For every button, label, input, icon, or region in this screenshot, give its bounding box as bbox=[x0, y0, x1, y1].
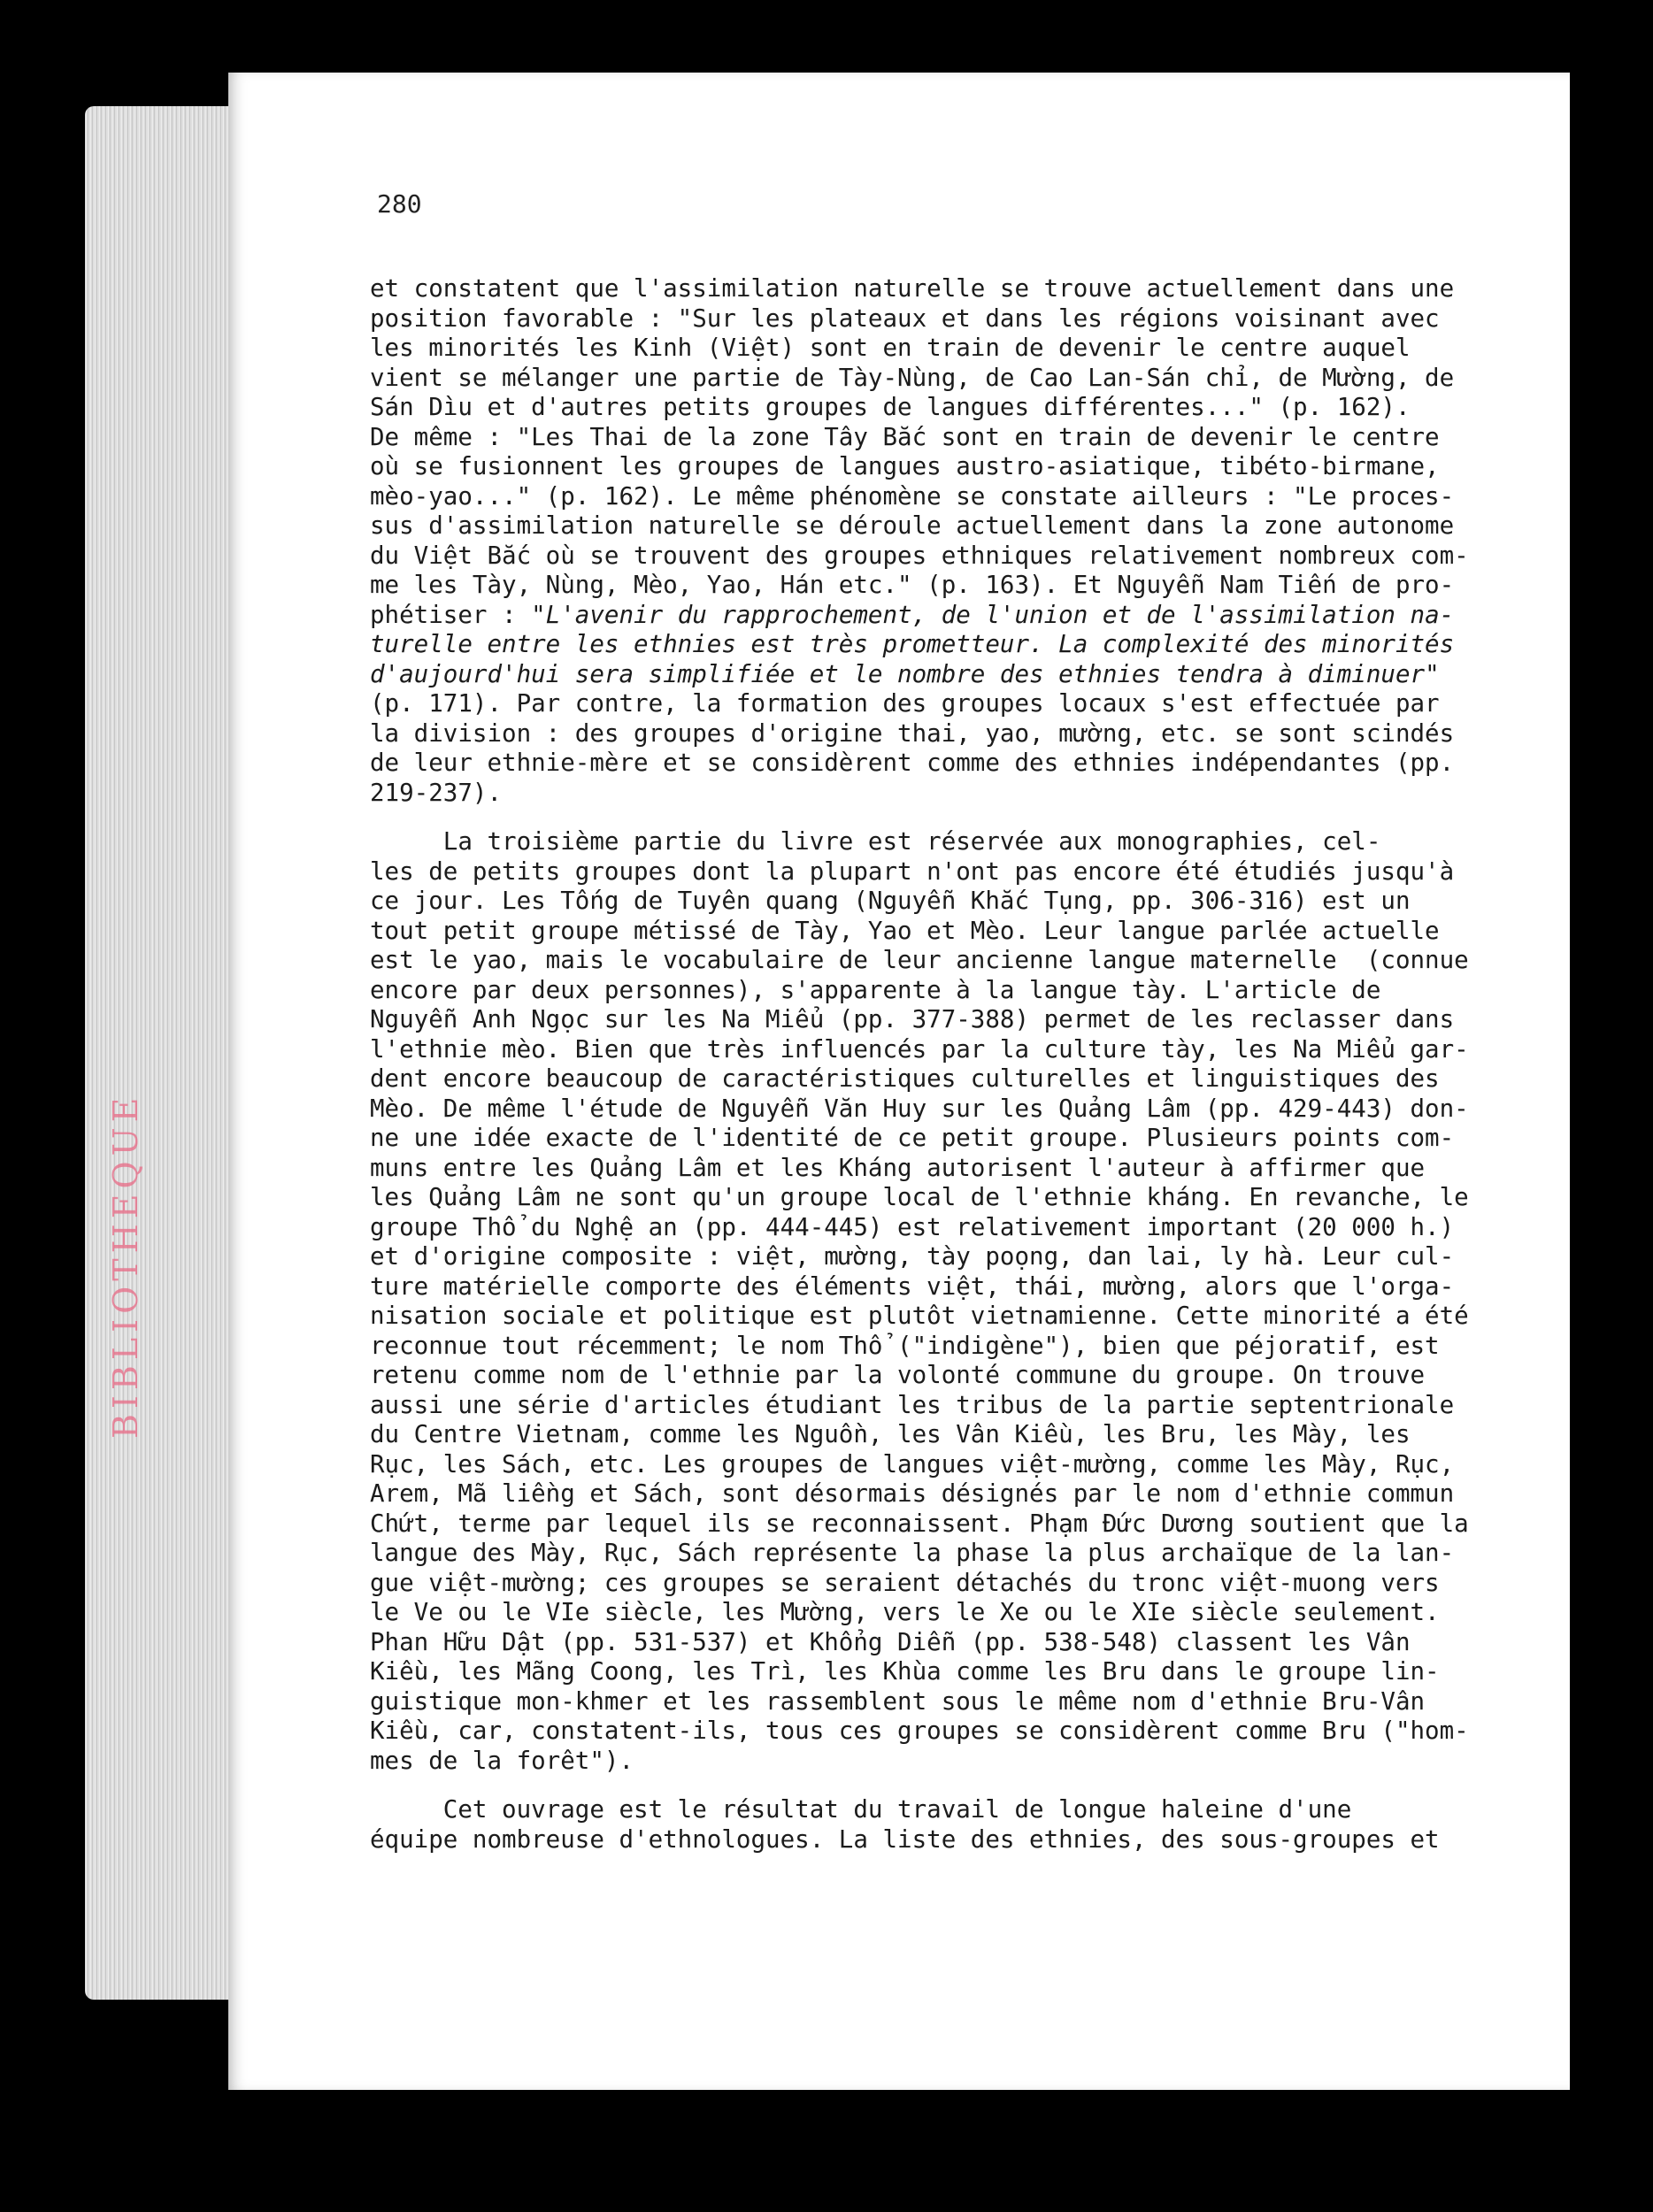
text-segment: et constatent que l'assimilation naturelle se trouve actuellement dans une bbox=[370, 274, 1455, 303]
text-segment: la division : des groupes d'origine thai, yao, mường, etc. se sont scindés bbox=[370, 718, 1455, 748]
text-segment: Cet ouvrage est le résultat du travail de longue haleine d'une bbox=[370, 1795, 1352, 1824]
text-line bbox=[370, 1628, 1467, 1658]
text-line bbox=[370, 779, 1467, 809]
text-segment: mèo-yao..." (p. 162). Le même phénomène se constate ailleurs : "Le proces- bbox=[370, 481, 1455, 511]
text-line bbox=[370, 1747, 1467, 1777]
text-line bbox=[370, 334, 1467, 364]
text-segment: ture matérielle comporte des éléments việt, thái, mường, alors que l'orga- bbox=[370, 1271, 1455, 1301]
text-segment: tout petit groupe métissé de Tày, Yao et Mèo. Leur langue parlée actuelle bbox=[370, 916, 1440, 945]
text-segment: De même : "Les Thai de la zone Tây Bắc sont en train de devenir le centre bbox=[370, 422, 1440, 451]
text-segment: me les Tày, Nùng, Mèo, Yao, Hán etc." (p. 163). Et Nguyễn Nam Tiến de pro- bbox=[370, 571, 1455, 599]
text-line bbox=[370, 274, 1467, 304]
text-segment: muns entre les Quảng Lâm et les Kháng autorisent l'auteur à affirmer que bbox=[370, 1153, 1426, 1182]
text-line bbox=[370, 423, 1467, 453]
text-segment: sus d'assimilation naturelle se déroule actuellement dans la zone autonome bbox=[370, 511, 1455, 540]
book-page bbox=[228, 73, 1570, 2090]
text-line bbox=[370, 689, 1467, 719]
text-segment: les Quảng Lâm ne sont qu'un groupe local de l'ethnie kháng. En revanche, le bbox=[370, 1183, 1469, 1211]
text-line bbox=[370, 1657, 1467, 1687]
text-line bbox=[370, 1154, 1467, 1184]
text-segment: les de petits groupes dont la plupart n'ont pas encore été étudiés jusqu'à bbox=[370, 856, 1455, 886]
text-segment: guistique mon-khmer et les rassemblent sous le même nom d'ethnie Bru-Vân bbox=[370, 1686, 1426, 1716]
text-segment: " bbox=[1425, 659, 1440, 688]
text-segment: Arem, Mã liềng et Sách, sont désormais désignés par le nom d'ethnie commun bbox=[370, 1479, 1455, 1508]
text-line bbox=[370, 1391, 1467, 1421]
text-segment: Rục, les Sách, etc. Les groupes de langues việt-mường, comme les Mày, Rục, bbox=[370, 1449, 1455, 1479]
text-line bbox=[370, 511, 1467, 541]
text-segment: Phan Hữu Dật (pp. 531-537) et Khổng Diễn (pp. 538-548) classent les Vân bbox=[370, 1627, 1411, 1656]
text-segment: le Ve ou le VIe siècle, les Mường, vers le Xe ou le XIe siècle seulement. bbox=[370, 1598, 1440, 1626]
text-line bbox=[370, 857, 1467, 887]
text-line bbox=[370, 630, 1467, 660]
text-line bbox=[370, 1509, 1467, 1540]
text-segment: phétiser : " bbox=[370, 600, 546, 629]
text-line bbox=[370, 1687, 1467, 1717]
text-segment: Kiều, les Mãng Coong, les Trì, les Khùa comme les Bru dans le groupe lin- bbox=[370, 1657, 1440, 1686]
italic-segment: L'avenir du rapprochement, de l'union et de l'assimilation na- bbox=[545, 600, 1455, 629]
text-segment: de leur ethnie-mère et se considèrent comme des ethnies indépendantes (pp. bbox=[370, 749, 1455, 777]
text-segment: La troisième partie du livre est réservée aux monographies, cel- bbox=[370, 827, 1381, 856]
text-line bbox=[370, 976, 1467, 1006]
text-line bbox=[370, 1183, 1467, 1213]
text-line bbox=[370, 1272, 1467, 1302]
text-line bbox=[370, 1479, 1467, 1509]
text-segment: vient se mélanger une partie de Tày-Nùng, de Cao Lan-Sán chỉ, de Mường, de bbox=[370, 363, 1455, 392]
italic-segment: turelle entre les ethnies est très prometteur. La complexité des minorités bbox=[370, 630, 1455, 658]
text-line bbox=[370, 1302, 1467, 1332]
text-line bbox=[370, 1005, 1467, 1035]
text-line bbox=[370, 749, 1467, 779]
text-line bbox=[370, 1598, 1467, 1628]
text-segment: ce jour. Les Tống de Tuyên quang (Nguyễn Khắc Tụng, pp. 306-316) est un bbox=[370, 887, 1411, 915]
text-segment: aussi une série d'articles étudiant les tribus de la partie septentrionale bbox=[370, 1390, 1455, 1419]
text-line bbox=[370, 887, 1467, 917]
text-segment: l'ethnie mèo. Bien que très influencés par la culture tày, les Na Miểu gar- bbox=[370, 1034, 1469, 1064]
text-line bbox=[370, 946, 1467, 976]
text-segment: du Việt Bắc où se trouvent des groupes ethniques relativement nombreux com- bbox=[370, 541, 1469, 570]
text-segment: (p. 171). Par contre, la formation des groupes locaux s'est effectuée par bbox=[370, 689, 1440, 718]
text-line bbox=[370, 364, 1467, 394]
text-segment: reconnue tout récemment; le nom Thổ ("indigène"), bien que péjoratif, est bbox=[370, 1331, 1440, 1360]
body-text bbox=[370, 274, 1467, 1855]
paragraph-gap bbox=[370, 1776, 1467, 1795]
text-line bbox=[370, 917, 1467, 947]
text-line bbox=[370, 1539, 1467, 1569]
text-line bbox=[370, 1420, 1467, 1450]
text-line bbox=[370, 1124, 1467, 1154]
text-line bbox=[370, 660, 1467, 690]
text-line bbox=[370, 1035, 1467, 1065]
text-line bbox=[370, 1242, 1467, 1272]
text-line bbox=[370, 719, 1467, 749]
text-line bbox=[370, 1094, 1467, 1125]
text-line bbox=[370, 1213, 1467, 1243]
text-segment: retenu comme nom de l'ethnie par la volonté commune du groupe. On trouve bbox=[370, 1361, 1426, 1389]
italic-segment: d'aujourd'hui sera simplifiée et le nombre des ethnies tendra à diminuer bbox=[370, 659, 1426, 688]
text-segment: du Centre Vietnam, comme les Nguồn, les Vân Kiều, les Bru, les Mày, les bbox=[370, 1420, 1411, 1448]
text-line bbox=[370, 541, 1467, 572]
text-segment: position favorable : "Sur les plateaux et dans les régions voisinant avec bbox=[370, 303, 1440, 333]
text-line bbox=[370, 304, 1467, 334]
text-line bbox=[370, 1717, 1467, 1747]
text-segment: est le yao, mais le vocabulaire de leur ancienne langue maternelle (connue bbox=[370, 946, 1469, 974]
text-segment: nisation sociale et politique est plutôt vietnamienne. Cette minorité a été bbox=[370, 1302, 1469, 1330]
text-segment: équipe nombreuse d'ethnologues. La liste des ethnies, des sous-groupes et bbox=[370, 1824, 1440, 1854]
text-line bbox=[370, 601, 1467, 631]
text-segment: mes de la forêt"). bbox=[370, 1746, 634, 1775]
text-segment: Mèo. De même l'étude de Nguyễn Văn Huy sur les Quảng Lâm (pp. 429-443) don- bbox=[370, 1094, 1469, 1123]
text-line bbox=[370, 1361, 1467, 1391]
text-segment: Kiều, car, constatent-ils, tous ces groupes se considèrent comme Bru ("hom- bbox=[370, 1717, 1469, 1745]
text-line bbox=[370, 1332, 1467, 1362]
text-segment: et d'origine composite : việt, mường, tày poọng, dan lai, ly hà. Leur cul- bbox=[370, 1242, 1455, 1271]
text-line bbox=[370, 1064, 1467, 1094]
text-segment: gue việt-mường; ces groupes se seraient détachés du tronc việt-muong vers bbox=[370, 1568, 1440, 1597]
text-segment: où se fusionnent les groupes de langues austro-asiatique, tibéto-birmane, bbox=[370, 452, 1440, 480]
text-line bbox=[370, 1450, 1467, 1480]
library-stamp: BIBLIOTHEQUE bbox=[106, 1092, 145, 1439]
text-segment: groupe Thổ du Nghệ an (pp. 444-445) est relativement important (20 000 h.) bbox=[370, 1212, 1455, 1241]
text-segment: ne une idée exacte de l'identité de ce petit groupe. Plusieurs points com- bbox=[370, 1124, 1455, 1152]
text-line bbox=[370, 482, 1467, 512]
paragraph-gap bbox=[370, 808, 1467, 827]
text-segment: Chứt, terme par lequel ils se reconnaissent. Phạm Đức Dương soutient que la bbox=[370, 1509, 1469, 1538]
text-line bbox=[370, 1569, 1467, 1599]
text-line bbox=[370, 1795, 1467, 1825]
text-line bbox=[370, 571, 1467, 601]
text-line bbox=[370, 452, 1467, 482]
text-line bbox=[370, 1825, 1467, 1855]
text-segment: encore par deux personnes), s'apparente à la langue tày. L'article de bbox=[370, 975, 1381, 1004]
page-number: 280 bbox=[377, 189, 422, 219]
text-segment: les minorités les Kinh (Việt) sont en train de devenir le centre auquel bbox=[370, 334, 1411, 362]
text-segment: Sán Dìu et d'autres petits groupes de langues différentes..." (p. 162). bbox=[370, 393, 1411, 421]
text-segment: Nguyễn Anh Ngọc sur les Na Miểu (pp. 377-388) permet de les reclasser dans bbox=[370, 1005, 1455, 1033]
text-segment: 219-237). bbox=[370, 778, 503, 807]
text-segment: dent encore beaucoup de caractéristiques culturelles et linguistiques des bbox=[370, 1064, 1440, 1093]
text-line bbox=[370, 393, 1467, 423]
text-segment: langue des Mày, Rục, Sách représente la phase la plus archaïque de la lan- bbox=[370, 1539, 1455, 1567]
text-line bbox=[370, 827, 1467, 857]
